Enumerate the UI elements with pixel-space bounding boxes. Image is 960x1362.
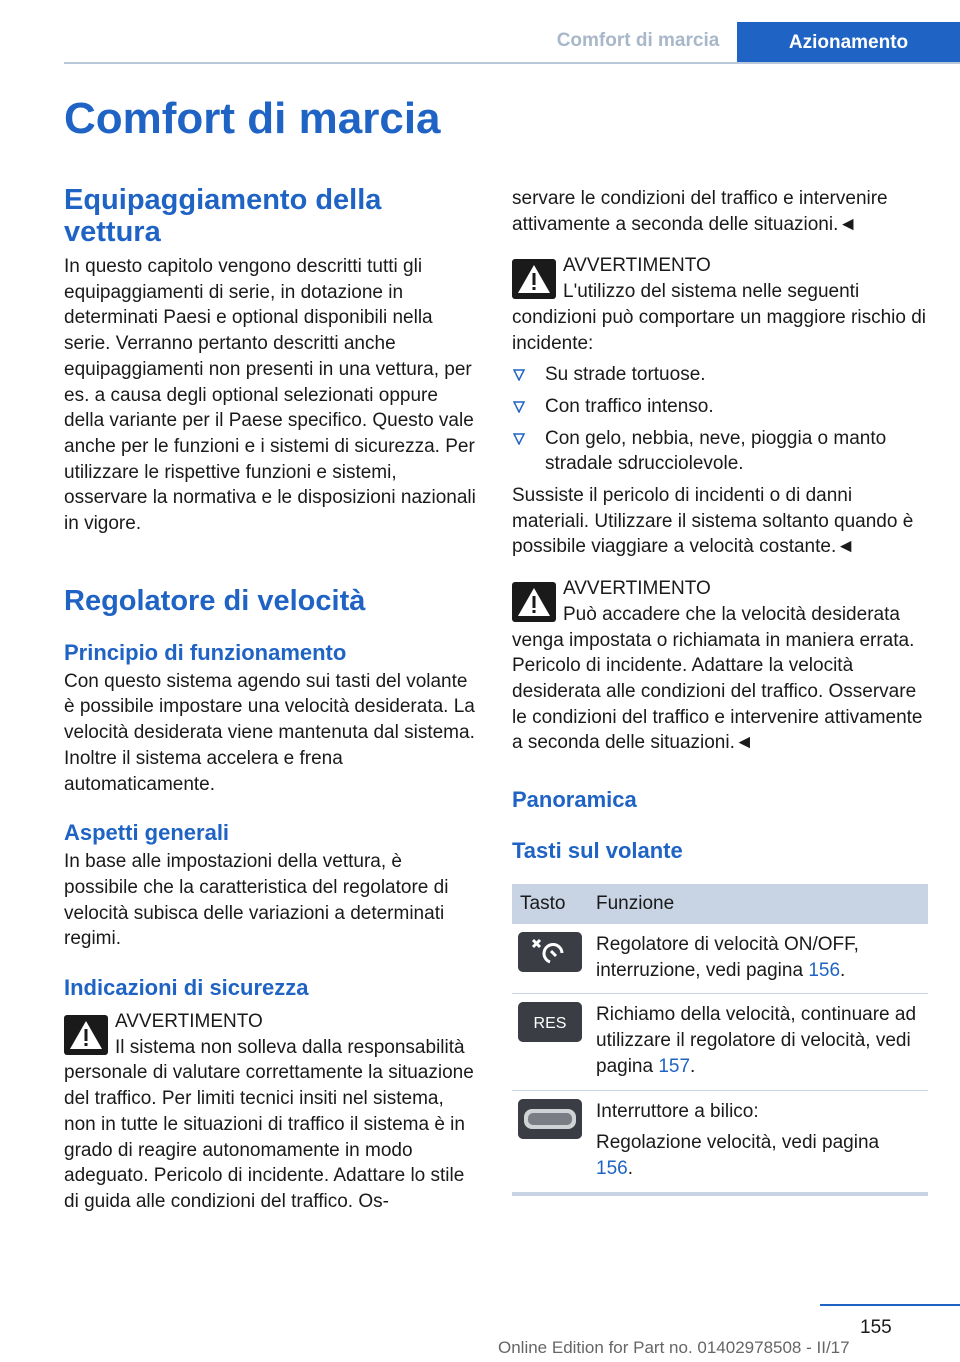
triangle-bullet-icon (513, 369, 525, 381)
left-column (64, 184, 480, 1215)
list-item-text: Con gelo, nebbia, neve, pioggia o manto stradale sdrucciolevole. (545, 427, 887, 475)
heading-aspetti: Aspetti generali (64, 820, 230, 846)
page-link-156[interactable]: 156 (596, 1157, 628, 1179)
list-item (512, 362, 928, 388)
heading-regolatore: Regolatore di velocità (64, 584, 366, 617)
warning-text: L'utilizzo del sistema nelle seguenti condizioni può comportare un maggiore rischio di incidente: (512, 281, 927, 354)
footer-divider (820, 1304, 960, 1306)
warning-text: Può accadere che la velocità desiderata venga impostata o richiamata in maniera errata. Pericolo di incidente. Adattare la velocità desiderata alle condizioni del traffico. Osservare le condizioni del traffico e intervenire attivamente a seconda delle situazioni.◄ (512, 603, 923, 754)
header-chapter-tab: Azionamento (737, 22, 960, 64)
page-link-157[interactable]: 157 (658, 1055, 691, 1077)
warning-text: Il sistema non solleva dalla responsabilità personale di valutare correttamente la situazione del traffico. Per limiti tecnici insiti nel sistema, non in tutte le situazioni di traffico il sistema è in grado di reagire autonomamente in modo adeguato. Pericolo di incidente. Adattare lo stile di guida alle condizioni del traffico. Os- (64, 1036, 474, 1212)
warning-triangle-icon (512, 259, 556, 299)
cruise-control-button-icon (518, 932, 582, 972)
table-header-tasto: Tasto (512, 884, 588, 924)
table-cell-icon (512, 994, 588, 1090)
list-item-text: Su strade tortuose. (545, 364, 706, 386)
table-header-row (512, 884, 928, 924)
res-button-label: RES (533, 1015, 567, 1033)
paragraph-pericolo: Sussiste il pericolo di incidenti o di danni materiali. Utilizzare il sistema soltanto quando è possibile viaggiare a velocità costante.◄ (512, 485, 914, 558)
list-item (512, 426, 928, 477)
right-column (512, 184, 928, 1196)
heading-equipaggiamento: Equipaggiamento della vettura (64, 184, 382, 248)
table-row (512, 924, 928, 994)
function-text-end: . (690, 1055, 696, 1077)
heading-sicurezza: Indicazioni di sicurezza (64, 975, 309, 1001)
function-text-end: . (627, 1157, 633, 1179)
warning-block-1 (64, 1009, 480, 1215)
function-text: Richiamo della velocità, continuare ad utilizzare il regolatore di velocità, vedi pagina (596, 1004, 917, 1077)
paragraph-aspetti: In base alle impostazioni della vettura, è possibile che la caratteristica del regolatore di velocità subisca delle variazioni a determinati regimi. (64, 851, 449, 950)
table-cell-function (588, 924, 928, 994)
table-cell-function (588, 994, 928, 1090)
footer-edition: Online Edition for Part no. 01402978508 - II/17 (498, 1338, 850, 1357)
page-title: Comfort di marcia (64, 94, 441, 143)
page-link-156[interactable]: 156 (808, 959, 841, 981)
bullet-list (512, 362, 928, 477)
table-header-funzione: Funzione (588, 884, 928, 924)
heading-tasti: Tasti sul volante (512, 838, 683, 864)
warning-triangle-icon (64, 1015, 108, 1055)
paragraph-continuation: servare le condizioni del traffico e intervenire attivamente a seconda delle situazioni.◄ (512, 188, 888, 235)
function-text: Interruttore a bilico: (596, 1100, 759, 1122)
function-subtext (596, 1130, 920, 1181)
buttons-table (512, 884, 928, 1196)
heading-principio: Principio di funzionamento (64, 639, 347, 665)
warning-title: AVVERTIMENTO (563, 578, 711, 600)
table-cell-icon (512, 924, 588, 994)
function-text: Regolatore di velocità ON/OFF, interruzione, vedi pagina (596, 934, 859, 981)
res-button-icon (518, 1002, 582, 1042)
function-text-end: . (840, 959, 846, 981)
warning-title: AVVERTIMENTO (115, 1011, 263, 1033)
warning-block-2 (512, 253, 928, 356)
list-item (512, 394, 928, 420)
paragraph-principio: Con questo sistema agendo sui tasti del volante è possibile impostare una velocità desiderata. La velocità desiderata viene mantenuta dal sistema. Inoltre il sistema accelera e frena automaticamente. (64, 670, 475, 795)
triangle-bullet-icon (513, 433, 525, 445)
triangle-bullet-icon (513, 401, 525, 413)
header-divider (64, 62, 960, 64)
page-number: 155 (860, 1317, 892, 1338)
warning-triangle-icon (512, 582, 556, 622)
table-cell-icon (512, 1090, 588, 1194)
table-row (512, 1090, 928, 1194)
paragraph-equipaggiamento: In questo capitolo vengono descritti tutti gli equipaggiamenti di serie, in dotazione in determinati Paesi e optional disponibili nella serie. Verranno pertanto descritti anche equipaggiamenti non presenti in una vettura, per es. a causa degli optional selezionati oppure della variante per il Paese specifico. Questo vale anche per le funzioni e i sistemi di sicurezza. Per utilizzare le rispettive funzioni e sistemi, osservare la normativa e le disposizioni nazionali in vigore. (64, 256, 476, 535)
list-item-text: Con traffico intenso. (545, 395, 714, 417)
header-section-title: Comfort di marcia (556, 30, 720, 51)
heading-panoramica: Panoramica (512, 787, 637, 813)
warning-title: AVVERTIMENTO (563, 255, 711, 277)
function-text: Regolazione velocità, vedi pagina (596, 1132, 880, 1154)
table-row (512, 994, 928, 1090)
rocker-switch-icon (518, 1099, 582, 1139)
table-cell-function (588, 1090, 928, 1194)
warning-block-3 (512, 576, 928, 756)
